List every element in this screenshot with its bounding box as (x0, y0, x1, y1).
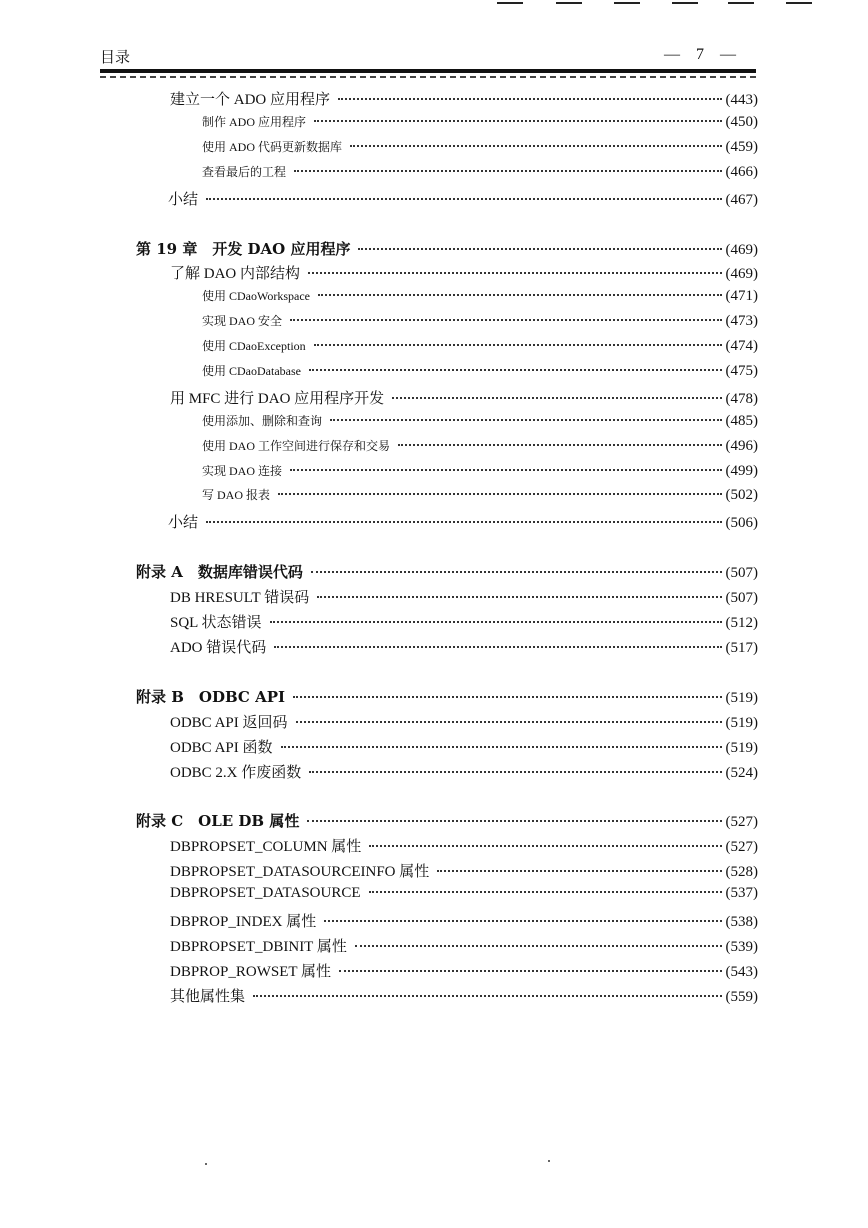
dot-leader (314, 120, 722, 122)
toc-entry[interactable] (170, 586, 758, 608)
toc-entry[interactable] (170, 711, 758, 733)
toc-entry-page: (496) (725, 438, 758, 454)
toc-entry-title: ODBC API 返回码 (170, 715, 288, 731)
dot-leader (294, 170, 721, 172)
toc-entry-page: (473) (725, 313, 758, 329)
toc-entry-page: (485) (725, 413, 758, 429)
toc-entry-title: 实现 DAO 安全 (202, 314, 282, 328)
toc-entry[interactable] (170, 88, 758, 110)
toc-entry-title: 制作 ADO 应用程序 (202, 115, 306, 129)
toc-entry-page: (469) (725, 266, 758, 282)
toc-entry[interactable] (170, 736, 758, 758)
toc-entry[interactable] (170, 262, 758, 284)
toc-entry-page: (443) (725, 92, 758, 108)
toc-entry[interactable] (202, 362, 758, 384)
toc-entry-title: DB HRESULT 错误码 (170, 590, 310, 606)
dot-leader (270, 621, 722, 623)
dot-leader (358, 248, 721, 250)
dot-leader (369, 891, 722, 893)
toc-entry-page: (475) (725, 363, 758, 379)
toc-entry-page: (478) (725, 391, 758, 407)
dot-leader (274, 646, 721, 648)
toc-entry[interactable] (202, 312, 758, 334)
toc-entry-page: (519) (725, 715, 758, 731)
dot-leader (350, 145, 722, 147)
toc-chapter-entry[interactable] (136, 238, 758, 260)
toc-entry[interactable] (202, 337, 758, 359)
toc-entry[interactable] (202, 138, 758, 160)
toc-entry[interactable] (170, 860, 758, 882)
toc-entry-page: (528) (725, 864, 758, 880)
toc-entry-title: DBPROPSET_COLUMN 属性 (170, 839, 362, 855)
toc-entry-page: (467) (725, 192, 758, 208)
toc-entry-title: 用 MFC 进行 DAO 应用程序开发 (170, 391, 385, 407)
toc-entry-page: (559) (725, 989, 758, 1005)
page-number: — 7 — (664, 46, 742, 63)
toc-chapter-entry[interactable] (136, 561, 758, 583)
toc-entry[interactable] (202, 287, 758, 309)
header-rule (100, 69, 756, 73)
toc-entry-title: DBPROPSET_DBINIT 属性 (170, 939, 347, 955)
dot-leader (318, 294, 721, 296)
toc-entry-page: (459) (725, 139, 758, 155)
dot-leader (392, 397, 721, 399)
toc-entry-title: 建立一个 ADO 应用程序 (170, 92, 330, 108)
scan-speck (548, 1160, 550, 1162)
toc-entry[interactable] (168, 188, 758, 210)
toc-entry-title: 使用添加、删除和查询 (202, 414, 323, 428)
dot-leader (308, 272, 722, 274)
toc-entry[interactable] (202, 437, 758, 459)
toc-entry-title: SQL 状态错误 (170, 615, 262, 631)
toc-entry[interactable] (170, 885, 758, 907)
scan-mark (728, 2, 754, 4)
toc-entry[interactable] (170, 761, 758, 783)
toc-entry-title: 使用 DAO 工作空间进行保存和交易 (202, 439, 390, 453)
dot-leader (206, 198, 721, 200)
toc-entry-page: (519) (725, 690, 758, 706)
toc-entry[interactable] (170, 835, 758, 857)
toc-entry[interactable] (168, 511, 758, 533)
toc-entry[interactable] (170, 387, 758, 409)
toc-entry-title: 附录 A 数据库错误代码 (136, 563, 303, 581)
toc-entry-page: (471) (725, 288, 758, 304)
scan-mark (786, 2, 812, 4)
dot-leader (293, 696, 721, 698)
toc-entry-title: DBPROPSET_DATASOURCE (170, 885, 361, 901)
toc-entry[interactable] (170, 910, 758, 932)
toc-entry-title: DBPROP_INDEX 属性 (170, 914, 317, 930)
toc-entry-title: DBPROP_ROWSET 属性 (170, 964, 332, 980)
toc-entry-page: (524) (725, 765, 758, 781)
dot-leader (324, 920, 721, 922)
dot-leader (281, 746, 722, 748)
page-title: 目录 (100, 48, 131, 66)
toc-entry-page: (543) (725, 964, 758, 980)
toc-entry-title: 了解 DAO 内部结构 (170, 266, 300, 282)
toc-entry-page: (466) (725, 164, 758, 180)
scan-mark (556, 2, 582, 4)
toc-entry-page: (499) (725, 463, 758, 479)
toc-entry-title: ADO 错误代码 (170, 640, 267, 656)
toc-entry-title: 实现 DAO 连接 (202, 464, 282, 478)
toc-entry-page: (527) (725, 839, 758, 855)
toc-entry-title: 附录 B ODBC API (136, 688, 286, 706)
toc-entry-page: (506) (725, 515, 758, 531)
scan-mark (672, 2, 698, 4)
dot-leader (339, 970, 721, 972)
toc-entry-page: (450) (725, 114, 758, 130)
dot-leader (253, 995, 721, 997)
dot-leader (290, 469, 722, 471)
dot-leader (398, 444, 722, 446)
toc-entry-title: 小结 (168, 192, 199, 208)
toc-entry[interactable] (202, 113, 758, 135)
page-header (100, 46, 756, 70)
toc-entry[interactable] (202, 163, 758, 185)
toc-entry-page: (507) (725, 590, 758, 606)
toc-entry[interactable] (170, 611, 758, 633)
toc-entry-page: (539) (725, 939, 758, 955)
toc-entry-page: (469) (725, 242, 758, 258)
toc-entry-title: 附录 C OLE DB 属性 (136, 812, 300, 830)
toc-entry-title: 第 19 章 开发 DAO 应用程序 (136, 240, 351, 258)
dot-leader (309, 369, 722, 371)
dot-leader (309, 771, 721, 773)
toc-entry-page: (502) (725, 487, 758, 503)
scan-mark (614, 2, 640, 4)
dot-leader (278, 493, 722, 495)
toc-chapter-entry[interactable] (136, 686, 758, 708)
dot-leader (307, 820, 721, 822)
toc-entry-title: 写 DAO 报表 (202, 488, 270, 502)
toc-entry-page: (519) (725, 740, 758, 756)
toc-entry[interactable] (170, 935, 758, 957)
toc-entry[interactable] (202, 462, 758, 484)
toc-entry-title: 使用 CDaoException (202, 339, 306, 353)
toc-entry-title: DBPROPSET_DATASOURCEINFO 属性 (170, 864, 430, 880)
dot-leader (311, 571, 722, 573)
dot-leader (369, 845, 721, 847)
toc-entry-title: ODBC 2.X 作废函数 (170, 765, 302, 781)
toc-entry-title: 查看最后的工程 (202, 165, 287, 179)
toc-entry-page: (507) (725, 565, 758, 581)
toc-entry-page: (537) (725, 885, 758, 901)
toc-entry-title: 其他属性集 (170, 989, 246, 1005)
toc-entry[interactable] (170, 985, 758, 1007)
dot-leader (206, 521, 721, 523)
toc-entry-page: (474) (725, 338, 758, 354)
toc-entry-page: (538) (725, 914, 758, 930)
toc-entry-page: (527) (725, 814, 758, 830)
dot-leader (290, 319, 722, 321)
dot-leader (314, 344, 722, 346)
toc-chapter-entry[interactable] (136, 810, 758, 832)
toc-entry-title: 使用 CDaoDatabase (202, 364, 301, 378)
scan-speck (205, 1163, 207, 1165)
toc-entry-page: (512) (725, 615, 758, 631)
toc-entry-title: 使用 ADO 代码更新数据库 (202, 140, 342, 154)
dot-leader (317, 596, 721, 598)
toc-entry-title: 小结 (168, 515, 199, 531)
scan-mark (497, 2, 523, 4)
header-rule-dashed (100, 76, 756, 78)
toc-entry[interactable] (170, 636, 758, 658)
toc-entry-title: ODBC API 函数 (170, 740, 273, 756)
dot-leader (355, 945, 722, 947)
dot-leader (338, 98, 722, 100)
dot-leader (330, 419, 721, 421)
toc-entry-title: 使用 CDaoWorkspace (202, 289, 311, 303)
toc-entry[interactable] (170, 960, 758, 982)
toc-entry[interactable] (202, 412, 758, 434)
dot-leader (437, 870, 721, 872)
toc-entry-page: (517) (725, 640, 758, 656)
dot-leader (296, 721, 722, 723)
toc-entry[interactable] (202, 486, 758, 508)
